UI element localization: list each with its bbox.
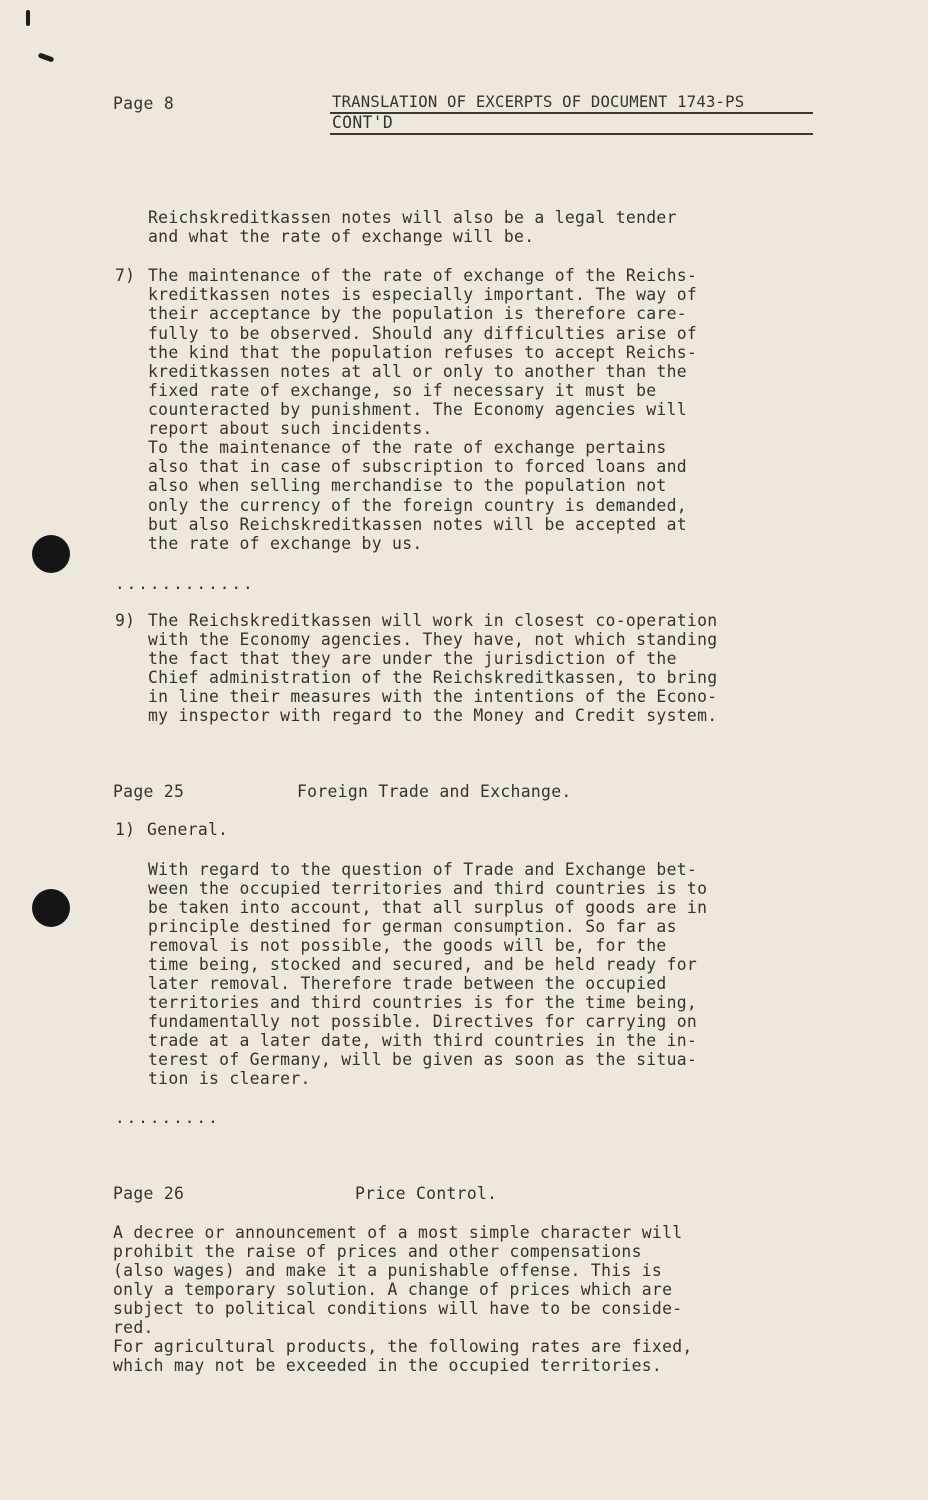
text-line: only the currency of the foreign country is demanded, (148, 496, 687, 515)
text-line: Chief administration of the Reichskreditkassen, to bring (148, 668, 718, 687)
text-line: later removal. Therefore trade between the occupied (148, 974, 667, 993)
text-line: removal is not possible, the goods will be, for the (148, 936, 667, 955)
document-title: TRANSLATION OF EXCERPTS OF DOCUMENT 1743-PS (332, 93, 745, 111)
header-underline (330, 133, 813, 135)
text-line: the rate of exchange by us. (148, 534, 423, 553)
text-line: which may not be exceeded in the occupied territories. (113, 1356, 663, 1375)
text-line: A decree or announcement of a most simple character will (113, 1223, 683, 1242)
text-line: (also wages) and make it a punishable offense. This is (113, 1261, 663, 1280)
title-underline (330, 112, 813, 114)
text-line: To the maintenance of the rate of exchange pertains (148, 438, 667, 457)
text-line: prohibit the raise of prices and other compensations (113, 1242, 642, 1261)
edge-mark (38, 52, 55, 62)
text-line: their acceptance by the population is therefore care- (148, 304, 687, 323)
page-number: Page 26 (113, 1184, 185, 1203)
text-line: With regard to the question of Trade and Exchange bet- (148, 860, 698, 879)
ellipsis-separator: ............ (115, 574, 255, 593)
text-line: in line their measures with the intentions of the Econo- (148, 687, 718, 706)
text-line: territories and third countries is for the time being, (148, 993, 698, 1012)
sub-heading: General. (147, 820, 229, 839)
text-line: red. (113, 1318, 154, 1337)
text-line: tion is clearer. (148, 1069, 311, 1088)
text-line: fixed rate of exchange, so if necessary it must be (148, 381, 657, 400)
text-line: counteracted by punishment. The Economy agencies will (148, 400, 687, 419)
item-number: 9) (115, 611, 136, 630)
text-line: time being, stocked and secured, and be held ready for (148, 955, 698, 974)
text-line: and what the rate of exchange will be. (148, 227, 535, 246)
text-line: principle destined for german consumption. So far as (148, 917, 677, 936)
text-line: also when selling merchandise to the population not (148, 476, 667, 495)
text-line: The maintenance of the rate of exchange of the Reichs- (148, 266, 698, 285)
text-line: kreditkassen notes at all or only to another than the (148, 362, 687, 381)
text-line: trade at a later date, with third countries in the in- (148, 1031, 698, 1050)
text-line: report about such incidents. (148, 419, 433, 438)
text-line: fully to be observed. Should any difficulties arise of (148, 324, 698, 343)
text-line: Reichskreditkassen notes will also be a legal tender (148, 208, 677, 227)
text-line: only a temporary solution. A change of prices which are (113, 1280, 673, 1299)
edge-mark (26, 10, 30, 26)
punch-hole (32, 889, 70, 927)
ellipsis-separator: ......... (115, 1108, 220, 1127)
text-line: my inspector with regard to the Money and Credit system. (148, 706, 718, 725)
punch-hole (32, 535, 70, 573)
text-line: with the Economy agencies. They have, not which standing (148, 630, 718, 649)
item-number: 7) (115, 266, 136, 285)
page-number: Page 25 (113, 782, 185, 801)
text-line: but also Reichskreditkassen notes will be accepted at (148, 515, 687, 534)
text-line: ween the occupied territories and third countries is to (148, 879, 708, 898)
item-number: 1) (115, 820, 136, 839)
document-title-contd: CONT'D (332, 113, 394, 132)
text-line: The Reichskreditkassen will work in closest co-operation (148, 611, 718, 630)
text-line: be taken into account, that all surplus of goods are in (148, 898, 708, 917)
text-line: fundamentally not possible. Directives for carrying on (148, 1012, 698, 1031)
text-line: For agricultural products, the following rates are fixed, (113, 1337, 693, 1356)
section-heading: Price Control. (355, 1184, 498, 1203)
text-line: kreditkassen notes is especially important. The way of (148, 285, 698, 304)
page-number: Page 8 (113, 94, 175, 113)
text-line: also that in case of subscription to forced loans and (148, 457, 687, 476)
text-line: terest of Germany, will be given as soon as the situa- (148, 1050, 698, 1069)
text-line: the kind that the population refuses to accept Reichs- (148, 343, 698, 362)
text-line: subject to political conditions will have to be conside- (113, 1299, 683, 1318)
section-heading: Foreign Trade and Exchange. (297, 782, 572, 801)
text-line: the fact that they are under the jurisdiction of the (148, 649, 677, 668)
